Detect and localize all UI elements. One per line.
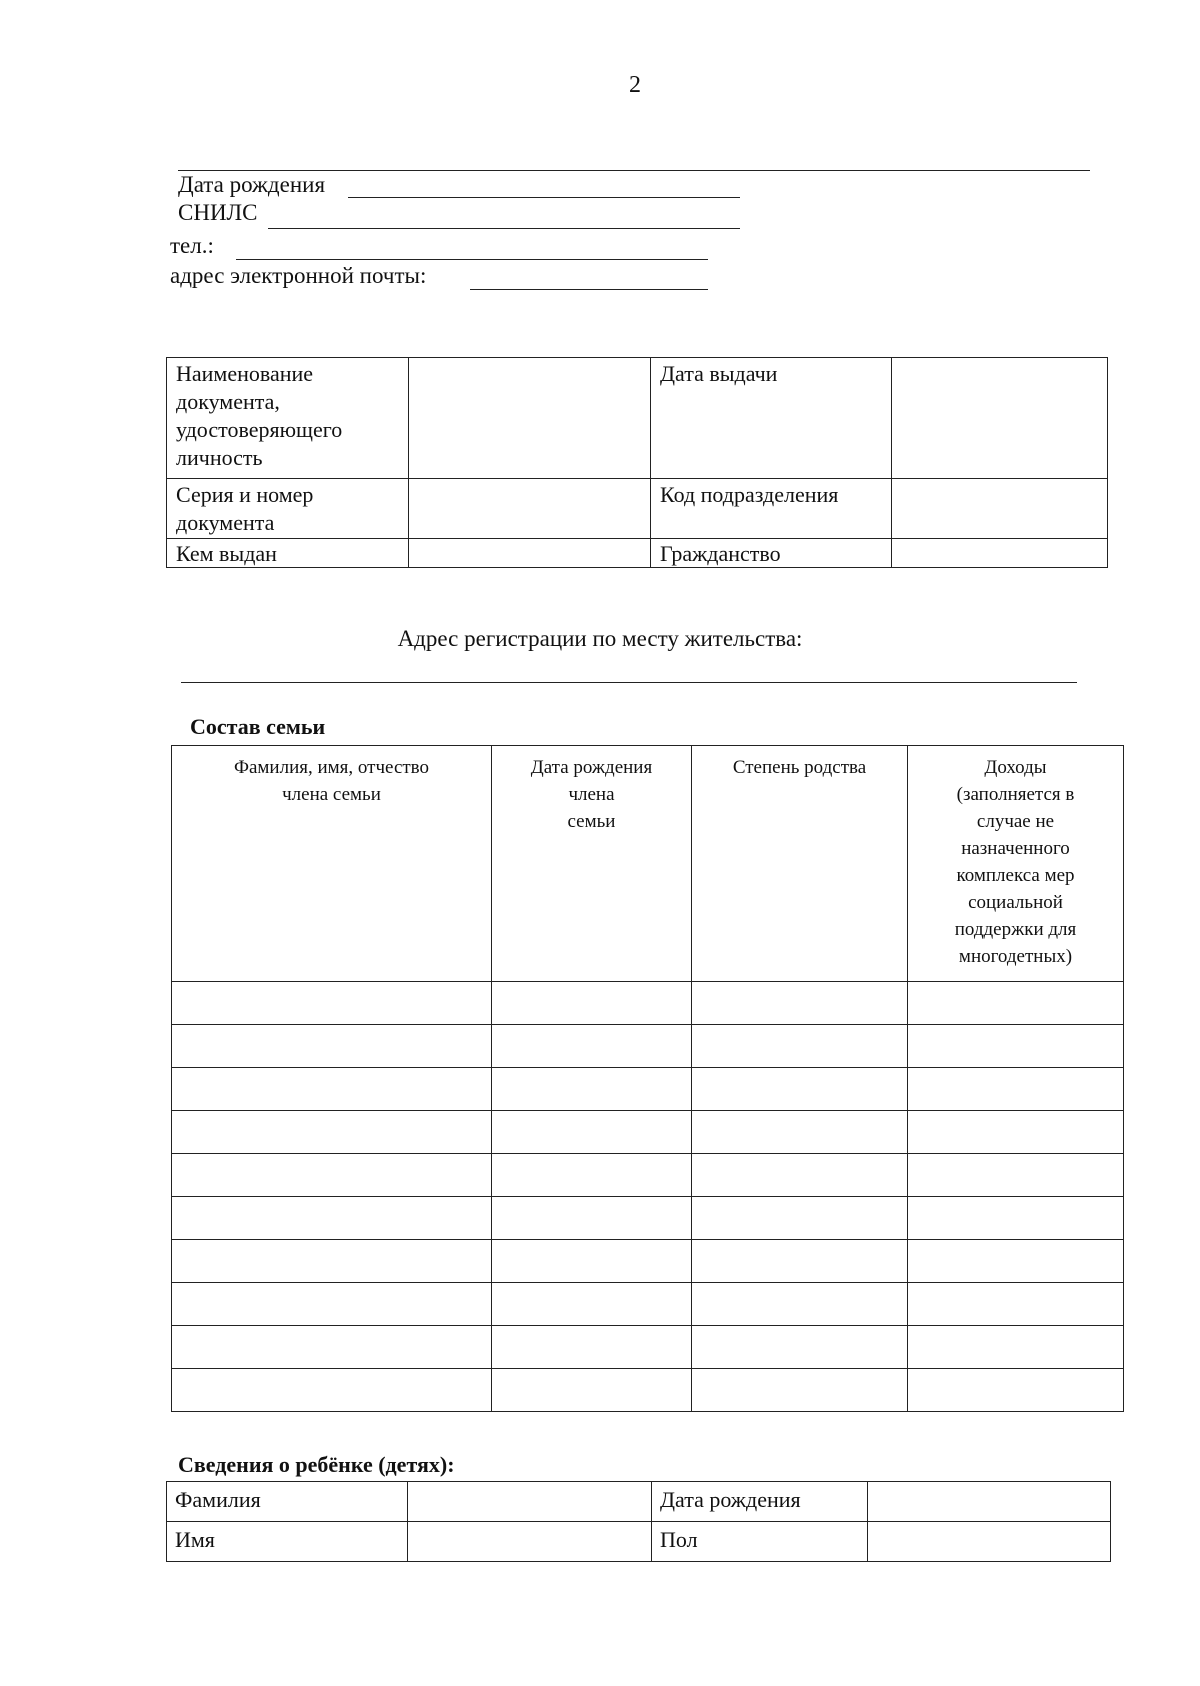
family-table-cell[interactable] bbox=[172, 1240, 492, 1283]
identity-row-series-number bbox=[167, 479, 1108, 539]
registration-address-field[interactable] bbox=[181, 682, 1077, 683]
birth-date-label: Дата рождения bbox=[178, 172, 326, 197]
child-surname-label: Фамилия bbox=[167, 1482, 408, 1522]
family-table-cell[interactable] bbox=[172, 1154, 492, 1197]
family-col-birth-date: Дата рождения члена семьи bbox=[492, 746, 692, 982]
child-name-label: Имя bbox=[167, 1522, 408, 1562]
family-table-row bbox=[172, 1025, 1124, 1068]
phone-field[interactable] bbox=[236, 259, 708, 260]
child-birth-date-label: Дата рождения bbox=[652, 1482, 868, 1522]
snils-label: СНИЛС bbox=[178, 200, 258, 225]
child-section-heading: Сведения о ребёнке (детях): bbox=[178, 1452, 455, 1477]
child-row-name bbox=[167, 1522, 1111, 1562]
family-table-row bbox=[172, 1326, 1124, 1369]
family-table-cell[interactable] bbox=[908, 1111, 1124, 1154]
family-table-cell[interactable] bbox=[692, 1197, 908, 1240]
child-sex-value[interactable] bbox=[868, 1522, 1111, 1562]
family-table-cell[interactable] bbox=[172, 1197, 492, 1240]
issued-by-value[interactable] bbox=[409, 539, 651, 568]
child-name-value[interactable] bbox=[408, 1522, 652, 1562]
family-table-row bbox=[172, 1283, 1124, 1326]
family-table-cell[interactable] bbox=[908, 1283, 1124, 1326]
top-fill-line bbox=[178, 170, 1090, 171]
family-table-cell[interactable] bbox=[692, 1326, 908, 1369]
family-table-cell[interactable] bbox=[908, 1154, 1124, 1197]
phone-label: тел.: bbox=[170, 233, 214, 258]
child-info-table bbox=[166, 1481, 1111, 1562]
family-table-cell[interactable] bbox=[492, 1369, 692, 1412]
citizenship-label: Гражданство bbox=[651, 539, 892, 568]
family-table-cell[interactable] bbox=[492, 1197, 692, 1240]
family-table-cell[interactable] bbox=[492, 1025, 692, 1068]
family-table-header-row bbox=[172, 746, 1124, 982]
registration-address-heading: Адрес регистрации по месту жительства: bbox=[397, 626, 803, 651]
family-table-cell[interactable] bbox=[908, 1369, 1124, 1412]
family-table-row bbox=[172, 1111, 1124, 1154]
family-table-row bbox=[172, 1068, 1124, 1111]
email-label: адрес электронной почты: bbox=[170, 263, 427, 288]
issued-by-label: Кем выдан bbox=[167, 539, 409, 568]
citizenship-value[interactable] bbox=[892, 539, 1108, 568]
family-table-cell[interactable] bbox=[692, 982, 908, 1025]
family-table-cell[interactable] bbox=[172, 1068, 492, 1111]
identity-row-issued-by bbox=[167, 539, 1108, 568]
family-table-cell[interactable] bbox=[692, 1369, 908, 1412]
family-table-cell[interactable] bbox=[492, 1154, 692, 1197]
family-table-row bbox=[172, 982, 1124, 1025]
issue-date-label: Дата выдачи bbox=[651, 358, 892, 479]
document-name-value[interactable] bbox=[409, 358, 651, 479]
family-col-relationship: Степень родства bbox=[692, 746, 908, 982]
family-table-cell[interactable] bbox=[692, 1154, 908, 1197]
document-name-label: Наименование документа, удостоверяющего личность bbox=[167, 358, 409, 479]
family-table-cell[interactable] bbox=[172, 1025, 492, 1068]
identity-row-document-name bbox=[167, 358, 1108, 479]
family-table-row bbox=[172, 1154, 1124, 1197]
family-table-cell[interactable] bbox=[172, 1283, 492, 1326]
child-birth-date-value[interactable] bbox=[868, 1482, 1111, 1522]
family-table-cell[interactable] bbox=[492, 982, 692, 1025]
email-field[interactable] bbox=[470, 289, 708, 290]
family-table-body bbox=[172, 982, 1124, 1412]
family-table-cell[interactable] bbox=[172, 1326, 492, 1369]
family-table-cell[interactable] bbox=[492, 1111, 692, 1154]
family-table-cell[interactable] bbox=[692, 1025, 908, 1068]
family-table-cell[interactable] bbox=[908, 1326, 1124, 1369]
family-table-cell[interactable] bbox=[908, 1068, 1124, 1111]
identity-document-table bbox=[166, 357, 1108, 568]
family-table-cell[interactable] bbox=[908, 1197, 1124, 1240]
child-sex-label: Пол bbox=[652, 1522, 868, 1562]
family-table-cell[interactable] bbox=[172, 982, 492, 1025]
issue-date-value[interactable] bbox=[892, 358, 1108, 479]
family-table-cell[interactable] bbox=[172, 1369, 492, 1412]
family-table-cell[interactable] bbox=[908, 982, 1124, 1025]
family-table-cell[interactable] bbox=[172, 1111, 492, 1154]
family-col-full-name: Фамилия, имя, отчество члена семьи bbox=[172, 746, 492, 982]
family-table-cell[interactable] bbox=[492, 1326, 692, 1369]
department-code-label: Код подразделения bbox=[651, 479, 892, 539]
department-code-value[interactable] bbox=[892, 479, 1108, 539]
family-table-cell[interactable] bbox=[908, 1240, 1124, 1283]
family-table-row bbox=[172, 1240, 1124, 1283]
child-surname-value[interactable] bbox=[408, 1482, 652, 1522]
family-table-cell[interactable] bbox=[692, 1111, 908, 1154]
family-table-cell[interactable] bbox=[492, 1068, 692, 1111]
family-table-cell[interactable] bbox=[692, 1240, 908, 1283]
snils-field[interactable] bbox=[268, 228, 740, 229]
family-table-cell[interactable] bbox=[908, 1025, 1124, 1068]
family-table-row bbox=[172, 1369, 1124, 1412]
family-composition-table bbox=[171, 745, 1124, 1412]
birth-date-field[interactable] bbox=[348, 197, 740, 198]
family-table-cell[interactable] bbox=[492, 1283, 692, 1326]
family-table-cell[interactable] bbox=[492, 1240, 692, 1283]
family-section-heading: Состав семьи bbox=[190, 714, 326, 739]
series-number-value[interactable] bbox=[409, 479, 651, 539]
series-number-label: Серия и номер документа bbox=[167, 479, 409, 539]
page-number: 2 bbox=[629, 72, 641, 98]
family-table-row bbox=[172, 1197, 1124, 1240]
family-table-cell[interactable] bbox=[692, 1283, 908, 1326]
family-table-cell[interactable] bbox=[692, 1068, 908, 1111]
family-col-income: Доходы (заполняется в случае не назначенного комплекса мер социальной поддержки для многодетных) bbox=[908, 746, 1124, 982]
child-row-surname bbox=[167, 1482, 1111, 1522]
